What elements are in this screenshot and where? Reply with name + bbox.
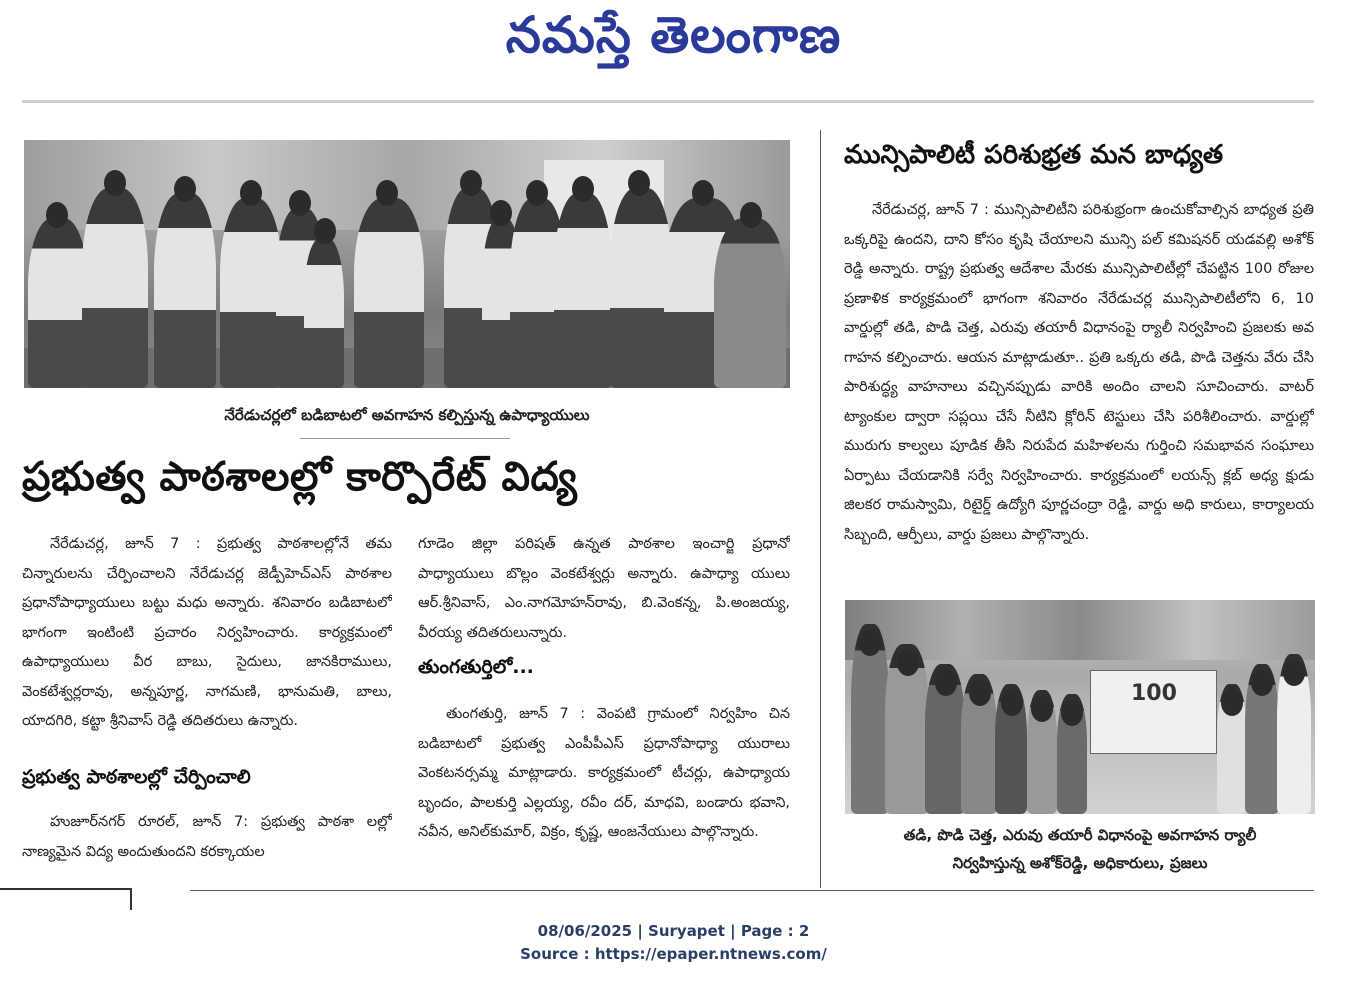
left-photo — [24, 140, 790, 388]
right-photo-caption-line-2: నిర్వహిస్తున్న అశోక్‌రెడ్డి, అధికారులు, ప్రజలు — [952, 854, 1208, 872]
left-subhead-2: తుంగతుర్తిలో... — [418, 656, 534, 678]
left-article-para-2: హుజూర్‌నగర్ రూరల్, జూన్ 7: ప్రభుత్వ పాఠశా లల్లో నాణ్యమైన విద్య అందుతుందని కరక్కాయల — [22, 814, 392, 860]
rally-banner — [1090, 670, 1217, 754]
left-article-column-2b — [418, 700, 790, 870]
left-article-para-1: నేరేడుచర్ల, జూన్ 7 : ప్రభుత్వ పాఠశాలల్లోనే తమ చిన్నారులను చేర్పించాలని నేరేడుచర్ల జెడ్పీహెచ్ఎస్ పాఠశాల ప్రధానోపాధ్యాయులు బట్టు మధు అన్నారు. శనివారం బడిబాటలో భాగంగా ఇంటింటి ప్రచారం నిర్వహించారు. కార్యక్రమంలో ఉపాధ్యాయులు వీర బాబు, సైదులు, జానకిరాములు, వెంకటేశ్వర్లరావు, అన్నపూర్ణ, నాగమణి, భానుమతి, బాలు, యాదగిరి, కట్టా శ్రీనివాస్ రెడ్డి తదితరులు ఉన్నారు. — [22, 536, 392, 729]
footer-date-edition: 08/06/2025 | Suryapet | Page : 2 — [537, 922, 810, 940]
left-article-para-4: తుంగతుర్తి, జూన్ 7 : వెంపటి గ్రామంలో నిర్వహిం చిన బడిబాటలో ప్రభుత్వ ఎంపీపీఎస్ ప్రధానోపాధ్యా యురాలు వెంకటనర్సమ్మ మాట్లాడారు. కార్యక్రమంలో టీచర్లు, ఉపాధ్యాయ బృందం, పాలకుర్తి ఎల్లయ్య, రవీం దర్, మాధవి, బండారు భవాని, నవీన, అనిల్‌కుమార్, విక్రం, కృష్ణ, ఆంజనేయులు పాల్గొన్నారు. — [418, 706, 790, 840]
left-article-para-3: గూడెం జిల్లా పరిషత్ ఉన్నత పాఠశాల ఇంచార్జి ప్రధానో పాధ్యాయులు బొల్లం వెంకటేశ్వర్లు అన్నారు. ఉపాధ్యా యులు ఆర్.శ్రీనివాస్, ఎం.నాగమోహన్‌రావు, బి.వెంకన్న, పి.అంజయ్య, వీరయ్య తదితరులున్నారు. — [418, 536, 790, 641]
bottom-rule — [190, 890, 1314, 891]
column-divider — [820, 130, 821, 888]
right-article-body — [844, 196, 1314, 588]
right-photo-caption-line-1: తడి, పొడి చెత్త, ఎరువు తయారీ విధానంపై అవగాహన ర్యాలీ — [903, 826, 1257, 844]
left-article-column-1 — [22, 530, 392, 740]
adjacent-clipping-edge — [0, 888, 132, 910]
left-photo-caption: నేరేడుచర్లలో బడిబాటలో అవగాహన కల్పిస్తున్న ఉపాధ్యాయులు — [224, 406, 590, 424]
masthead: నమస్తే తెలంగాణ — [505, 6, 842, 64]
right-article-para: నేరేడుచర్ల, జూన్ 7 : మున్సిపాలిటీని పరిశుభ్రంగా ఉంచుకోవాల్సిన బాధ్యత ప్రతి ఒక్కరిపై ఉందని, దాని కోసం కృషి చేయాలని మున్సి పల్ కమిషనర్ యడవల్లి అశోక్ రెడ్డి అన్నారు. రాష్ట్ర ప్రభుత్వ ఆదేశాల మేరకు మున్సిపాలిటీల్లో చేపట్టిన 100 రోజుల ప్రణాళిక కార్యక్రమంలో భాగంగా శనివారం నేరేడుచర్ల మున్సిపాలిటీలోని 6, 10 వార్డుల్లో తడి, పొడి చెత్త, ఎరువు తయారీ విధానంపై ర్యాలీ నిర్వహించి ప్రజలకు అవ గాహన కల్పించారు. ఆయన మాట్లాడుతూ.. ప్రతి ఒక్కరు తడి, పొడి చెత్తను వేరు చేసి పారిశుద్ధ్య వాహనాలు వచ్చినప్పుడు వారికి అందిం చాలని సూచించారు. వాటర్ ట్యాంకుల ద్వారా సప్లయి చేసే నీటిని క్లోరిన్ టెస్టులు చేసి పరిశీలించారు. వార్డుల్లో మురుగు కాల్వలు పూడిక తీసి నిరుపేద మహిళలను గుర్తించి సమభావన సంఘాలు ఏర్పాటు చేయడానికి సర్వే నిర్వహించారు. కార్యక్రమంలో లయన్స్ క్లబ్ అధ్య క్షుడు జిలకర రామస్వామి, రిటైర్డ్ ఉద్యోగి పూర్ణచంద్రా రెడ్డి, వార్డు అధి కారులు, కార్యాలయ సిబ్బంది, ఆర్పీలు, వార్డు ప్రజలు పాల్గొన్నారు. — [844, 202, 1314, 543]
banner-number: 100 — [1131, 681, 1177, 706]
left-article-column-1b — [22, 808, 392, 870]
left-headline: ప్రభుత్వ పాఠశాలల్లో కార్పొరేట్ విద్య — [22, 454, 578, 500]
caption-rule — [300, 438, 510, 439]
masthead-rule — [22, 100, 1314, 103]
right-headline: మున్సిపాలిటీ పరిశుభ్రత మన బాధ్యత — [844, 140, 1224, 170]
footer-source-link[interactable]: Source : https://epaper.ntnews.com/ — [520, 945, 827, 963]
left-subhead-1: ప్రభుత్వ పాఠశాలల్లో చేర్పించాలి — [22, 766, 251, 788]
right-photo — [845, 600, 1315, 814]
left-article-column-2 — [418, 530, 790, 650]
